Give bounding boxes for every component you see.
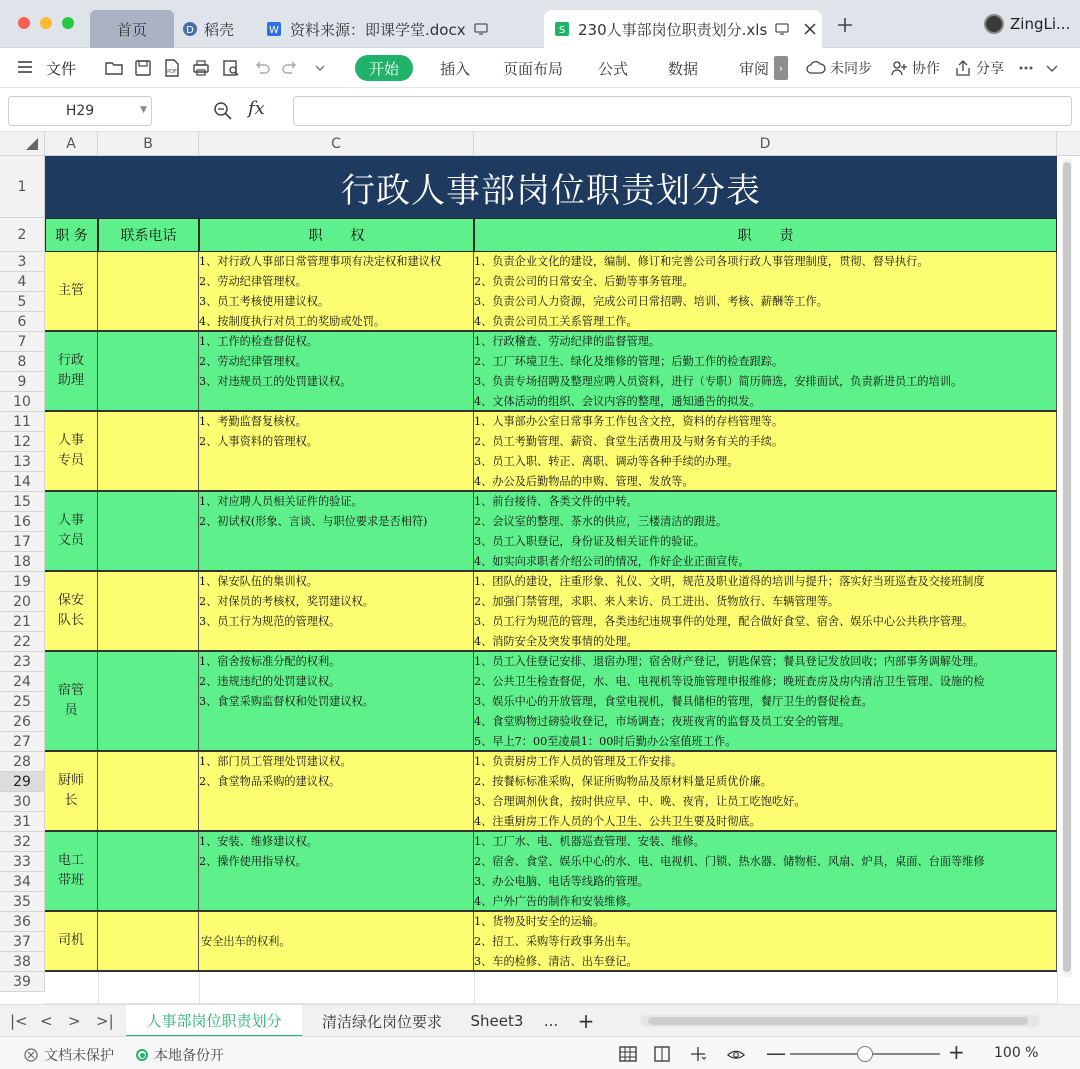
duty-line: 2、负责公司的日常安全、后勤等事务管理。 bbox=[474, 275, 694, 288]
row-header[interactable]: 37 bbox=[0, 932, 45, 952]
authority-line: 1、保安队伍的集训权。 bbox=[199, 575, 318, 588]
role-cell[interactable]: 行政助理 bbox=[45, 332, 98, 410]
row-header[interactable]: 23 bbox=[0, 652, 45, 672]
user-account[interactable] bbox=[984, 14, 1070, 34]
duty-line: 2、招工、采购等行政事务出车。 bbox=[474, 935, 638, 948]
maximize-window-button[interactable] bbox=[62, 17, 74, 29]
duty-line: 1、负责厨房工作人员的管理及工作安排。 bbox=[474, 755, 683, 768]
duty-line: 2、工厂环境卫生、绿化及维修的管理；后勤工作的检查跟踪。 bbox=[474, 355, 784, 368]
column-header-c[interactable]: C bbox=[199, 132, 474, 156]
protection-label: 文档未保护 bbox=[44, 1048, 114, 1064]
sheet-title[interactable]: 行政人事部岗位职责划分表 bbox=[45, 156, 1057, 218]
print-icon[interactable] bbox=[191, 58, 211, 78]
spreadsheet-grid bbox=[0, 132, 1080, 1004]
ribbon-tab-data[interactable]: 数据 bbox=[668, 60, 699, 78]
role-block bbox=[45, 572, 1057, 652]
duty-line: 2、员工考勤管理、薪资、食堂生活费用及与财务有关的手续。 bbox=[474, 435, 784, 448]
print-preview-icon[interactable] bbox=[221, 58, 241, 78]
role-cell[interactable]: 电工带班 bbox=[45, 832, 98, 910]
more-sheets-button[interactable]: ... bbox=[543, 1012, 559, 1030]
authority-line: 1、对行政人事部日常管理事项有决定权和建议权 bbox=[199, 255, 442, 268]
role-block bbox=[45, 412, 1057, 492]
row-header[interactable]: 32 bbox=[0, 832, 45, 852]
monitor-icon[interactable] bbox=[474, 22, 488, 36]
unprotected-shield-icon bbox=[24, 1048, 38, 1062]
toolbar bbox=[0, 48, 1080, 88]
add-user-icon bbox=[890, 59, 908, 77]
sync-label: 未同步 bbox=[830, 61, 872, 77]
collaborate-label: 协作 bbox=[912, 61, 940, 77]
row-header[interactable]: 34 bbox=[0, 872, 45, 892]
gridline bbox=[474, 972, 475, 1004]
backup-label: 本地备份开 bbox=[154, 1048, 224, 1064]
spreadsheet-icon bbox=[554, 21, 570, 37]
column-header-b[interactable]: B bbox=[98, 132, 199, 156]
authority-cell[interactable] bbox=[199, 252, 474, 330]
role-cell[interactable]: 宿管员 bbox=[45, 652, 98, 750]
row-header[interactable]: 30 bbox=[0, 792, 45, 812]
sheet-tab-sheet3[interactable]: Sheet3 bbox=[470, 1012, 524, 1030]
row-header[interactable]: 28 bbox=[0, 752, 45, 772]
save-icon[interactable] bbox=[133, 58, 153, 78]
phone-cell[interactable] bbox=[98, 492, 199, 570]
column-header-empty bbox=[1057, 132, 1080, 156]
svg-text:D: D bbox=[186, 25, 194, 36]
duty-line: 4、文体活动的组织、会议内容的整理，通知通告的拟发。 bbox=[474, 395, 761, 408]
duty-line: 3、车的检修、清洁、出车登记。 bbox=[474, 955, 638, 968]
duties-cell[interactable] bbox=[474, 332, 1057, 410]
svg-text:W: W bbox=[269, 25, 279, 36]
duty-line: 4、食堂购物过磅验收登记，市场调查；夜班夜宵的监督及员工安全的管理。 bbox=[474, 715, 851, 728]
phone-cell[interactable] bbox=[98, 252, 199, 330]
user-name: ZingLi... bbox=[1010, 15, 1071, 33]
duty-line: 4、如实向求职者介绍公司的情况，作好企业正面宣传。 bbox=[474, 555, 750, 568]
duty-line: 3、办公电脑、电话等线路的管理。 bbox=[474, 875, 649, 888]
vertical-scroll-thumb[interactable] bbox=[1063, 162, 1071, 972]
authority-line: 2、人事资料的管理权。 bbox=[199, 435, 318, 448]
next-sheet-button[interactable]: > bbox=[68, 1012, 81, 1030]
eye-protection-icon[interactable] bbox=[726, 1045, 746, 1063]
header-role[interactable]: 职 务 bbox=[45, 218, 98, 252]
share-label: 分享 bbox=[976, 61, 1004, 77]
close-tab-icon[interactable] bbox=[803, 22, 817, 36]
row-header[interactable]: 16 bbox=[0, 512, 45, 532]
new-tab-icon[interactable] bbox=[834, 14, 856, 36]
row-header[interactable]: 14 bbox=[0, 472, 45, 492]
row-header[interactable]: 6 bbox=[0, 312, 45, 332]
duty-line: 3、娱乐中心的开放管理，食堂电视机，餐具储柜的管理，餐厅卫生的督促检查。 bbox=[474, 695, 873, 708]
duty-line: 2、按餐标标准采购，保证所购物品及原材料量足质优价廉。 bbox=[474, 775, 772, 788]
role-block bbox=[45, 752, 1057, 832]
duties-cell[interactable] bbox=[474, 572, 1057, 650]
authority-line: 3、员工考核使用建议权。 bbox=[199, 295, 330, 308]
phone-cell[interactable] bbox=[98, 652, 199, 750]
last-sheet-button[interactable]: >| bbox=[96, 1012, 114, 1030]
duty-line: 3、员工入职、转正、离职、调动等各种手续的办理。 bbox=[474, 455, 739, 468]
row-header[interactable]: 1 bbox=[0, 156, 45, 218]
select-all-corner[interactable] bbox=[0, 132, 45, 156]
row-header[interactable]: 27 bbox=[0, 732, 45, 752]
collaborate-button[interactable] bbox=[890, 58, 940, 78]
phone-cell[interactable] bbox=[98, 332, 199, 410]
row-header[interactable]: 25 bbox=[0, 692, 45, 712]
authority-line: 1、宿舍按标准分配的权利。 bbox=[199, 655, 341, 668]
role-block bbox=[45, 332, 1057, 412]
row-header[interactable]: 9 bbox=[0, 372, 45, 392]
authority-line: 1、工作的检查督促权。 bbox=[199, 335, 318, 348]
open-folder-icon[interactable] bbox=[104, 58, 124, 78]
duty-line: 1、工厂水、电、机器巡查管理、安装、维修。 bbox=[474, 835, 705, 848]
role-cell[interactable]: 厨师长 bbox=[45, 752, 98, 830]
horizontal-scrollbar[interactable] bbox=[640, 1015, 1040, 1027]
zoom-slider-handle[interactable] bbox=[857, 1046, 873, 1062]
duty-line: 2、会议室的整理、茶水的供应，三楼清洁的跟进。 bbox=[474, 515, 728, 528]
document-protection-status[interactable] bbox=[24, 1045, 114, 1065]
role-block bbox=[45, 252, 1057, 332]
horizontal-scroll-thumb[interactable] bbox=[648, 1017, 1028, 1025]
row-header[interactable]: 24 bbox=[0, 672, 45, 692]
authority-line: 2、劳动纪律管理权。 bbox=[199, 275, 307, 288]
redo-icon[interactable] bbox=[280, 58, 300, 78]
backup-status-icon bbox=[136, 1049, 148, 1061]
row-header[interactable]: 10 bbox=[0, 392, 45, 412]
row-header[interactable]: 17 bbox=[0, 532, 45, 552]
header-authority[interactable]: 职 权 bbox=[199, 218, 474, 252]
duty-line: 1、人事部办公室日常事务工作包含文控，资料的存档管理等。 bbox=[474, 415, 784, 428]
tab-spreadsheet-label: 230人事部岗位职责划分.xls bbox=[578, 20, 768, 39]
row-header[interactable]: 38 bbox=[0, 952, 45, 972]
authority-line: 3、食堂采购监督权和处罚建议权。 bbox=[199, 695, 374, 708]
tab-spreadsheet[interactable] bbox=[544, 10, 822, 48]
authority-line: 1、考勤监督复核权。 bbox=[199, 415, 307, 428]
monitor-icon[interactable] bbox=[775, 22, 789, 36]
zoom-in-button[interactable]: + bbox=[948, 1040, 965, 1064]
add-sheet-button[interactable]: + bbox=[577, 1009, 595, 1033]
row-header[interactable]: 11 bbox=[0, 412, 45, 432]
svg-text:PDF: PDF bbox=[167, 69, 177, 75]
duty-line: 3、负责专场招聘及整理应聘人员资料，进行（专职）简历筛选，安排面试，负责新进员工的培训。 bbox=[474, 375, 963, 388]
duty-line: 2、加强门禁管理，求职、来人来访、员工进出、货物放行、车辆管理等。 bbox=[474, 595, 840, 608]
duty-line: 5、早上7：00至凌晨1：00时后勤办公室值班工作。 bbox=[474, 735, 737, 748]
row-header[interactable]: 12 bbox=[0, 432, 45, 452]
ribbon-tab-formula[interactable]: 公式 bbox=[598, 60, 629, 78]
row-header[interactable]: 26 bbox=[0, 712, 45, 732]
phone-cell[interactable] bbox=[98, 412, 199, 490]
tab-home[interactable] bbox=[90, 10, 174, 48]
ribbon-tab-insert[interactable]: 插入 bbox=[440, 60, 471, 78]
ribbon-tab-start[interactable]: 开始 bbox=[355, 55, 413, 81]
tab-home-label: 首页 bbox=[116, 20, 147, 39]
empty-row[interactable] bbox=[45, 972, 1057, 1004]
ribbon-more-button[interactable]: › bbox=[774, 56, 788, 80]
authority-cell[interactable] bbox=[199, 832, 474, 910]
chevron-down-icon[interactable]: ▼ bbox=[140, 105, 147, 115]
sheet-tab-hr-duties[interactable]: 人事部岗位职责划分 bbox=[126, 1005, 302, 1037]
duty-line: 1、行政稽查、劳动纪律的监督管理。 bbox=[474, 335, 661, 348]
formula-bar bbox=[0, 88, 1080, 132]
duty-line: 4、办公及后勤物品的申购、管理、发放等。 bbox=[474, 475, 694, 488]
row-header[interactable]: 36 bbox=[0, 912, 45, 932]
cloud-sync-icon bbox=[806, 59, 826, 77]
row-header[interactable]: 2 bbox=[0, 218, 45, 252]
duty-line: 3、负责公司人力资源，完成公司日常招聘、培训、考核、薪酬等工作。 bbox=[474, 295, 828, 308]
page-break-view-icon[interactable] bbox=[688, 1045, 708, 1063]
authority-line: 1、部门员工管理处罚建议权。 bbox=[199, 755, 352, 768]
ribbon-tab-review[interactable]: 审阅 bbox=[739, 60, 770, 78]
phone-cell[interactable] bbox=[98, 832, 199, 910]
avatar bbox=[984, 14, 1004, 34]
duty-line: 4、户外广告的制作和安装维修。 bbox=[474, 895, 638, 908]
duties-cell[interactable] bbox=[474, 832, 1057, 910]
tab-document[interactable] bbox=[266, 10, 488, 48]
more-options-icon[interactable] bbox=[1016, 58, 1036, 78]
row-header[interactable]: 22 bbox=[0, 632, 45, 652]
authority-cell[interactable] bbox=[199, 912, 474, 970]
normal-view-icon[interactable] bbox=[618, 1045, 638, 1063]
authority-line: 2、初试权(形象、言谈、与职位要求是否相符) bbox=[199, 515, 428, 528]
sheet-tab-cleaning[interactable]: 清洁绿化岗位要求 bbox=[321, 1012, 442, 1031]
duty-line: 2、宿舍、食堂、娱乐中心的水、电、电视机、门锁、热水器、储物柜、风扇、炉具，桌面、台面等维修 bbox=[474, 855, 985, 868]
authority-cell[interactable] bbox=[199, 572, 474, 650]
duty-line: 2、公共卫生检查督促，水、电、电视机等设施管理申报维修；晚班查房及房内清洁卫生管理、设施的检 bbox=[474, 675, 985, 688]
authority-line: 2、劳动纪律管理权。 bbox=[199, 355, 307, 368]
column-header-d[interactable]: D bbox=[474, 132, 1057, 156]
gridline bbox=[98, 972, 99, 1004]
row-header[interactable]: 29 bbox=[0, 772, 45, 792]
role-block bbox=[45, 912, 1057, 972]
undo-icon[interactable] bbox=[252, 58, 272, 78]
header-phone[interactable]: 联系电话 bbox=[98, 218, 199, 252]
row-header[interactable]: 39 bbox=[0, 972, 45, 992]
authority-cell[interactable] bbox=[199, 752, 474, 830]
share-icon bbox=[954, 59, 972, 77]
duties-cell[interactable] bbox=[474, 412, 1057, 490]
duty-line: 1、前台接待、各类文件的中转。 bbox=[474, 495, 638, 508]
duties-cell[interactable] bbox=[474, 492, 1057, 570]
vertical-scrollbar[interactable] bbox=[1062, 158, 1072, 978]
duty-line: 3、员工行为规范的管理，各类违纪违规事件的处理，配合做好食堂、宿舍、娱乐中心公共秩序管理。 bbox=[474, 615, 974, 628]
duties-cell[interactable] bbox=[474, 652, 1057, 750]
row-header[interactable]: 31 bbox=[0, 812, 45, 832]
phone-cell[interactable] bbox=[98, 912, 199, 970]
duty-line: 4、注重厨房工作人员的个人卫生、公共卫生要及时彻底。 bbox=[474, 815, 761, 828]
gridline bbox=[199, 972, 200, 1004]
role-cell[interactable]: 人事文员 bbox=[45, 492, 98, 570]
role-block bbox=[45, 652, 1057, 752]
duties-cell[interactable] bbox=[474, 912, 1057, 970]
row-header[interactable]: 8 bbox=[0, 352, 45, 372]
svg-text:S: S bbox=[558, 25, 566, 36]
duty-line: 4、消防安全及突发事情的处理。 bbox=[474, 635, 638, 648]
file-menu[interactable]: 文件 bbox=[46, 60, 77, 78]
collapse-ribbon-icon[interactable] bbox=[1042, 58, 1062, 78]
gridline bbox=[1057, 972, 1058, 1004]
phone-cell[interactable] bbox=[98, 752, 199, 830]
authority-line: 2、对保员的考核权，奖罚建议权。 bbox=[199, 595, 374, 608]
duty-line: 1、员工入住登记安排、退宿办理；宿舍财产登记，钥匙保管；餐具登记发放回收；内部事务调解处理。 bbox=[474, 655, 985, 668]
sync-button[interactable] bbox=[806, 58, 872, 78]
column-header-a[interactable]: A bbox=[45, 132, 98, 156]
header-duties[interactable]: 职 责 bbox=[474, 218, 1057, 252]
authority-line: 4、按制度执行对员工的奖励或处罚。 bbox=[199, 315, 386, 328]
sheet-tab-bar bbox=[0, 1004, 1080, 1036]
row-header[interactable]: 7 bbox=[0, 332, 45, 352]
authority-cell[interactable] bbox=[199, 412, 474, 490]
authority-line: 2、食堂物品采购的建议权。 bbox=[199, 775, 341, 788]
export-pdf-icon[interactable] bbox=[162, 58, 182, 78]
authority-text: 安全出车的权利。 bbox=[201, 935, 291, 948]
row-header[interactable]: 19 bbox=[0, 572, 45, 592]
zoom-icon[interactable] bbox=[212, 100, 234, 122]
row-header[interactable]: 3 bbox=[0, 252, 45, 272]
word-doc-icon bbox=[266, 21, 282, 37]
local-backup-status[interactable] bbox=[136, 1045, 224, 1065]
duty-line: 1、负责企业文化的建设，编制、修订和完善公司各项行政人事管理制度，贯彻、督导执行。 bbox=[474, 255, 929, 268]
row-header[interactable]: 15 bbox=[0, 492, 45, 512]
cell-reference: H29 bbox=[65, 103, 95, 119]
authority-line: 2、操作使用指导权。 bbox=[199, 855, 307, 868]
prev-sheet-button[interactable]: < bbox=[40, 1012, 53, 1030]
role-block bbox=[45, 832, 1057, 912]
tab-daoke-label: 稻壳 bbox=[204, 20, 235, 39]
page-layout-view-icon[interactable] bbox=[652, 1045, 672, 1063]
row-header[interactable]: 21 bbox=[0, 612, 45, 632]
chevron-down-icon[interactable] bbox=[310, 58, 330, 78]
duties-cell[interactable] bbox=[474, 752, 1057, 830]
minimize-window-button[interactable] bbox=[40, 17, 52, 29]
duty-line: 1、团队的建设，注重形象、礼仪、文明，规范及职业道得的培训与提升；落实好当班巡查及交接班制度 bbox=[474, 575, 985, 588]
row-header[interactable]: 5 bbox=[0, 292, 45, 312]
row-header[interactable]: 20 bbox=[0, 592, 45, 612]
phone-cell[interactable] bbox=[98, 572, 199, 650]
first-sheet-button[interactable]: |< bbox=[10, 1012, 28, 1030]
authority-cell[interactable] bbox=[199, 332, 474, 410]
duty-line: 1、货物及时安全的运输。 bbox=[474, 915, 605, 928]
duty-line: 3、合理调剂伙食，按时供应早、中、晚、夜宵，让员工吃饱吃好。 bbox=[474, 795, 806, 808]
menu-icon[interactable] bbox=[16, 58, 34, 76]
role-cell[interactable]: 主管 bbox=[45, 252, 98, 330]
role-block bbox=[45, 492, 1057, 572]
row-header[interactable]: 4 bbox=[0, 272, 45, 292]
ribbon-tab-page-layout[interactable]: 页面布局 bbox=[503, 60, 564, 78]
role-cell[interactable]: 司机 bbox=[45, 912, 98, 970]
tab-document-label: 资料来源：即课学堂.docx bbox=[290, 20, 466, 39]
role-cell[interactable]: 人事专员 bbox=[45, 412, 98, 490]
window-titlebar bbox=[0, 0, 1080, 48]
authority-line: 3、对违规员工的处罚建议权。 bbox=[199, 375, 352, 388]
row-header[interactable]: 33 bbox=[0, 852, 45, 872]
row-header[interactable]: 18 bbox=[0, 552, 45, 572]
row-header[interactable]: 13 bbox=[0, 452, 45, 472]
name-box[interactable] bbox=[8, 96, 152, 126]
insert-function-button[interactable]: fx bbox=[248, 98, 265, 119]
authority-line: 1、安装、维修建议权。 bbox=[199, 835, 318, 848]
duty-line: 3、员工入职登记，身份证及相关证件的验证。 bbox=[474, 535, 705, 548]
duties-cell[interactable] bbox=[474, 252, 1057, 330]
zoom-level[interactable]: 100 % bbox=[994, 1045, 1039, 1061]
tab-daoke[interactable] bbox=[182, 10, 234, 48]
authority-cell[interactable] bbox=[199, 492, 474, 570]
zoom-out-button[interactable]: — bbox=[766, 1041, 786, 1065]
duty-line: 4、负责公司员工关系管理工作。 bbox=[474, 315, 638, 328]
close-window-button[interactable] bbox=[18, 17, 30, 29]
share-button[interactable] bbox=[954, 58, 1004, 78]
row-header[interactable]: 35 bbox=[0, 892, 45, 912]
daoke-icon bbox=[182, 21, 198, 37]
authority-line: 3、员工行为规范的管理权。 bbox=[199, 615, 341, 628]
role-cell[interactable]: 保安队长 bbox=[45, 572, 98, 650]
authority-cell[interactable] bbox=[199, 652, 474, 750]
formula-input[interactable] bbox=[293, 96, 1072, 126]
status-bar bbox=[0, 1036, 1080, 1069]
authority-line: 2、违规违纪的处罚建议权。 bbox=[199, 675, 341, 688]
authority-line: 1、对应聘人员相关证件的验证。 bbox=[199, 495, 363, 508]
